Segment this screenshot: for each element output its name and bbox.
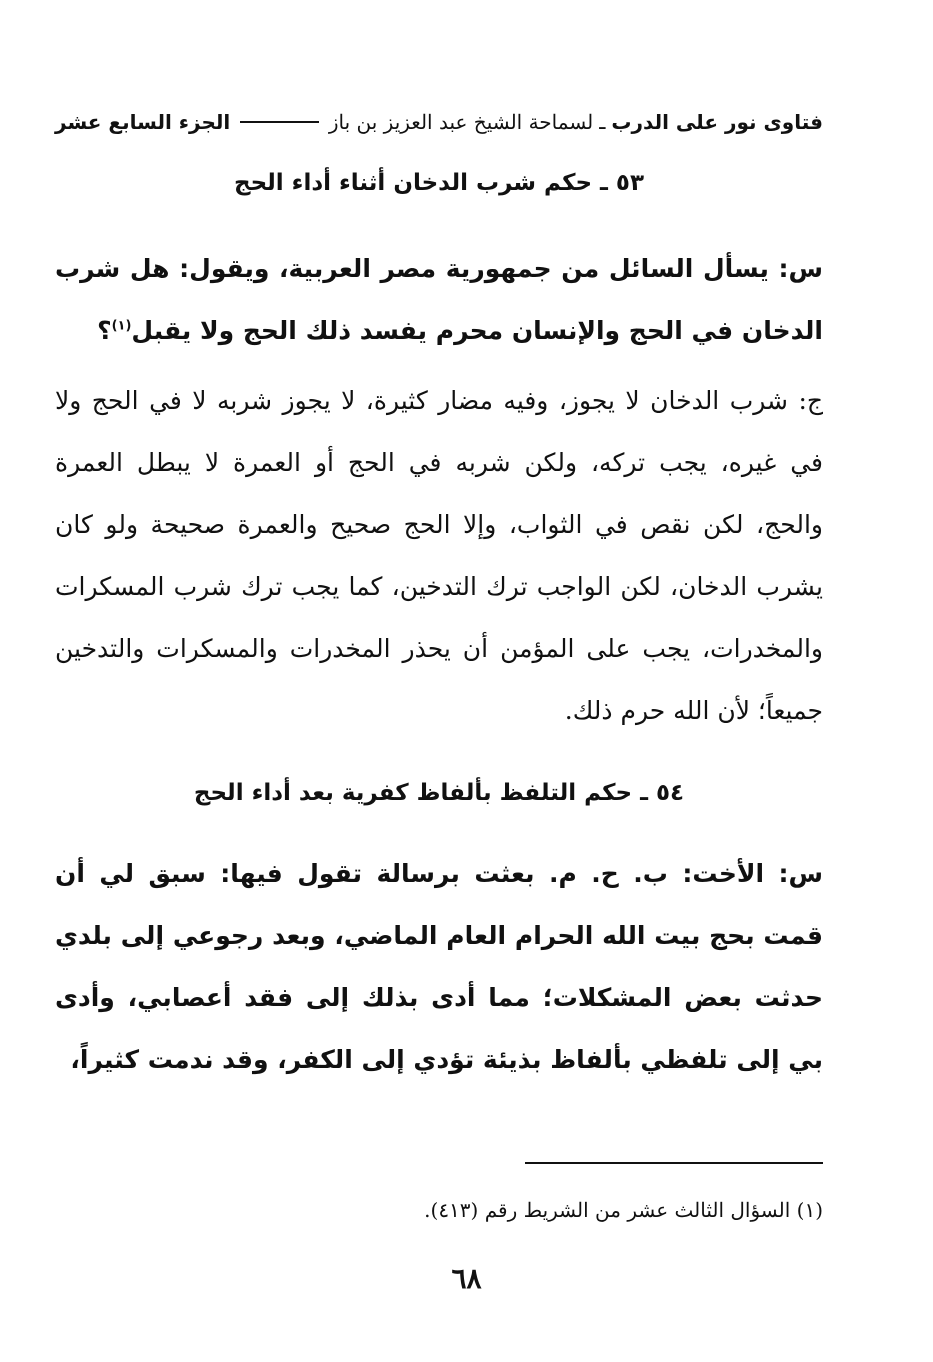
- book-title: فتاوى نور على الدرب: [611, 110, 823, 134]
- question-label: س:: [778, 859, 823, 888]
- question-53: [55, 238, 823, 362]
- header-separator: ـ: [599, 110, 606, 134]
- section-heading-54: ٥٤ ـ حكم التلفظ بألفاظ كفرية بعد أداء الحج: [193, 780, 685, 806]
- footnote-ref: (١): [111, 318, 132, 334]
- question-54: [55, 843, 823, 1091]
- running-header: [55, 102, 823, 142]
- author-name: لسماحة الشيخ عبد العزيز بن باز: [328, 110, 594, 134]
- question-text: يسأل السائل من جمهورية مصر العربية، ويقول: هل شرب الدخان في الحج والإنسان محرم يفسد ذلك الحج ولا يقبل: [55, 254, 823, 345]
- answer-text: شرب الدخان لا يجوز، وفيه مضار كثيرة، لا يجوز شربه لا في الحج ولا في غيره، يجب تركه، ولكن شربه في الحج أو العمرة لا يبطل العمرة والحج، لكن نقص في الثواب، وإلا الحج صحيح والعمرة صحيحة ولو كان يشرب الدخان، لكن الواجب ترك التدخين، كما يجب ترك شرب المسكرات والمخدرات، يجب على المؤمن أن يحذر المخدرات والمسكرات والتدخين جميعاً؛ لأن الله حرم ذلك.: [55, 386, 823, 725]
- footnote: (١) السؤال الثالث عشر من الشريط رقم (٤١٣).: [424, 1198, 823, 1222]
- question-text: الأخت: ب. ح. م. بعثت برسالة تقول فيها: سبق لي أن قمت بحج بيت الله الحرام العام الماضي، وبعد رجوعي إلى بلدي حدثت بعض المشكلات؛ مما أدى بذلك إلى فقد أعصابي، وأدى بي إلى تلفظي بألفاظ بذيئة تؤدي إلى الكفر، وقد ندمت كثيراً،: [55, 859, 823, 1074]
- volume-part: الجزء السابع عشر: [55, 110, 231, 134]
- answer-53: [55, 370, 823, 742]
- question-mark: ؟: [97, 316, 112, 345]
- section-heading-53: ٥٣ ـ حكم شرب الدخان أثناء أداء الحج: [234, 170, 644, 196]
- header-rule: [240, 121, 319, 123]
- question-label: س:: [778, 254, 823, 283]
- footnote-rule: [525, 1162, 823, 1164]
- page-number: ٦٨: [451, 1262, 482, 1295]
- answer-label: ج:: [798, 386, 823, 415]
